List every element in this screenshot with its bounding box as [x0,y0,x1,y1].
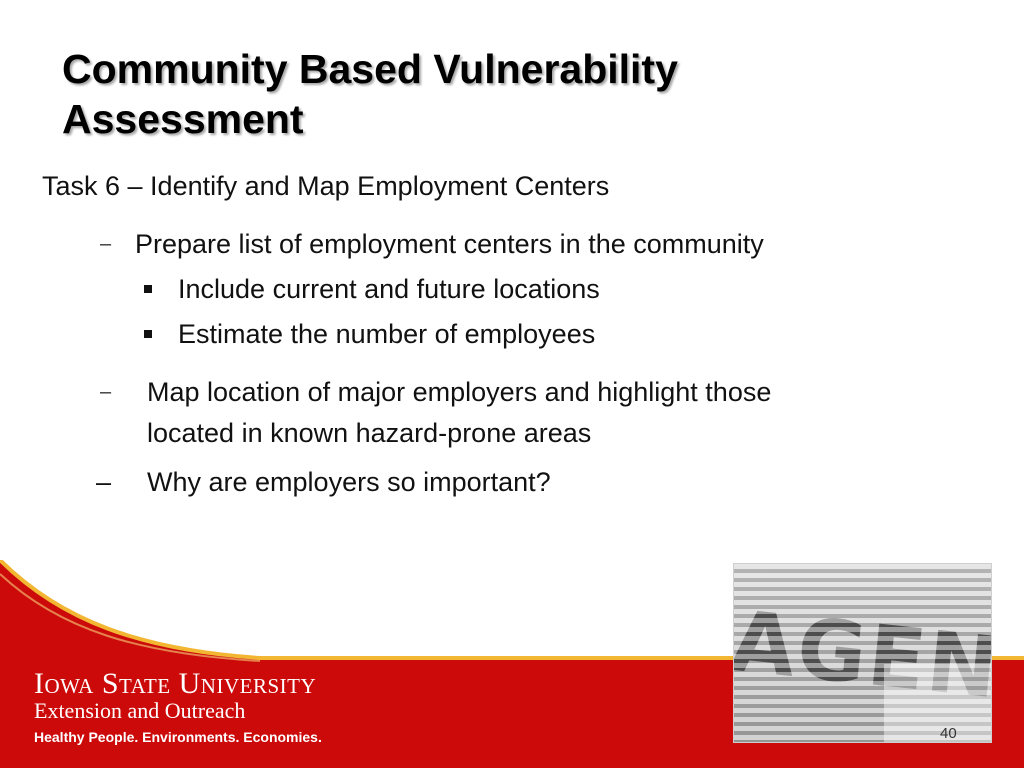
bullet-map-location-line1: Map location of major employers and highlight those [147,377,772,407]
extension-outreach: Extension and Outreach [34,698,246,723]
dash-bullet: – [96,467,112,497]
bullet-current-future: Include current and future locations [178,274,600,304]
bullet-why-employers: Why are employers so important? [147,467,551,497]
dash-bullet: – [100,233,112,255]
bullet-prepare-list: Prepare list of employment centers in the community [135,229,764,259]
square-bullet [144,285,152,293]
task-heading: Task 6 – Identify and Map Employment Centers [42,171,610,201]
dash-bullet: – [100,381,112,403]
agency-photo-art [734,564,991,742]
slide-title-line1: Community Based Vulnerability [62,46,678,92]
slide-title [62,44,822,144]
agency-building-sign-photo [733,563,992,743]
bullet-map-location-line2: located in known hazard-prone areas [147,418,592,448]
window-reflection [884,664,991,742]
bullet-estimate-employees: Estimate the number of employees [178,319,596,349]
university-name: Iowa State University [34,667,317,700]
square-bullet [144,330,152,338]
page-number: 40 [940,725,957,742]
slide-title-line2: Assessment [62,96,304,142]
university-tagline: Healthy People. Environments. Economies. [34,729,322,745]
